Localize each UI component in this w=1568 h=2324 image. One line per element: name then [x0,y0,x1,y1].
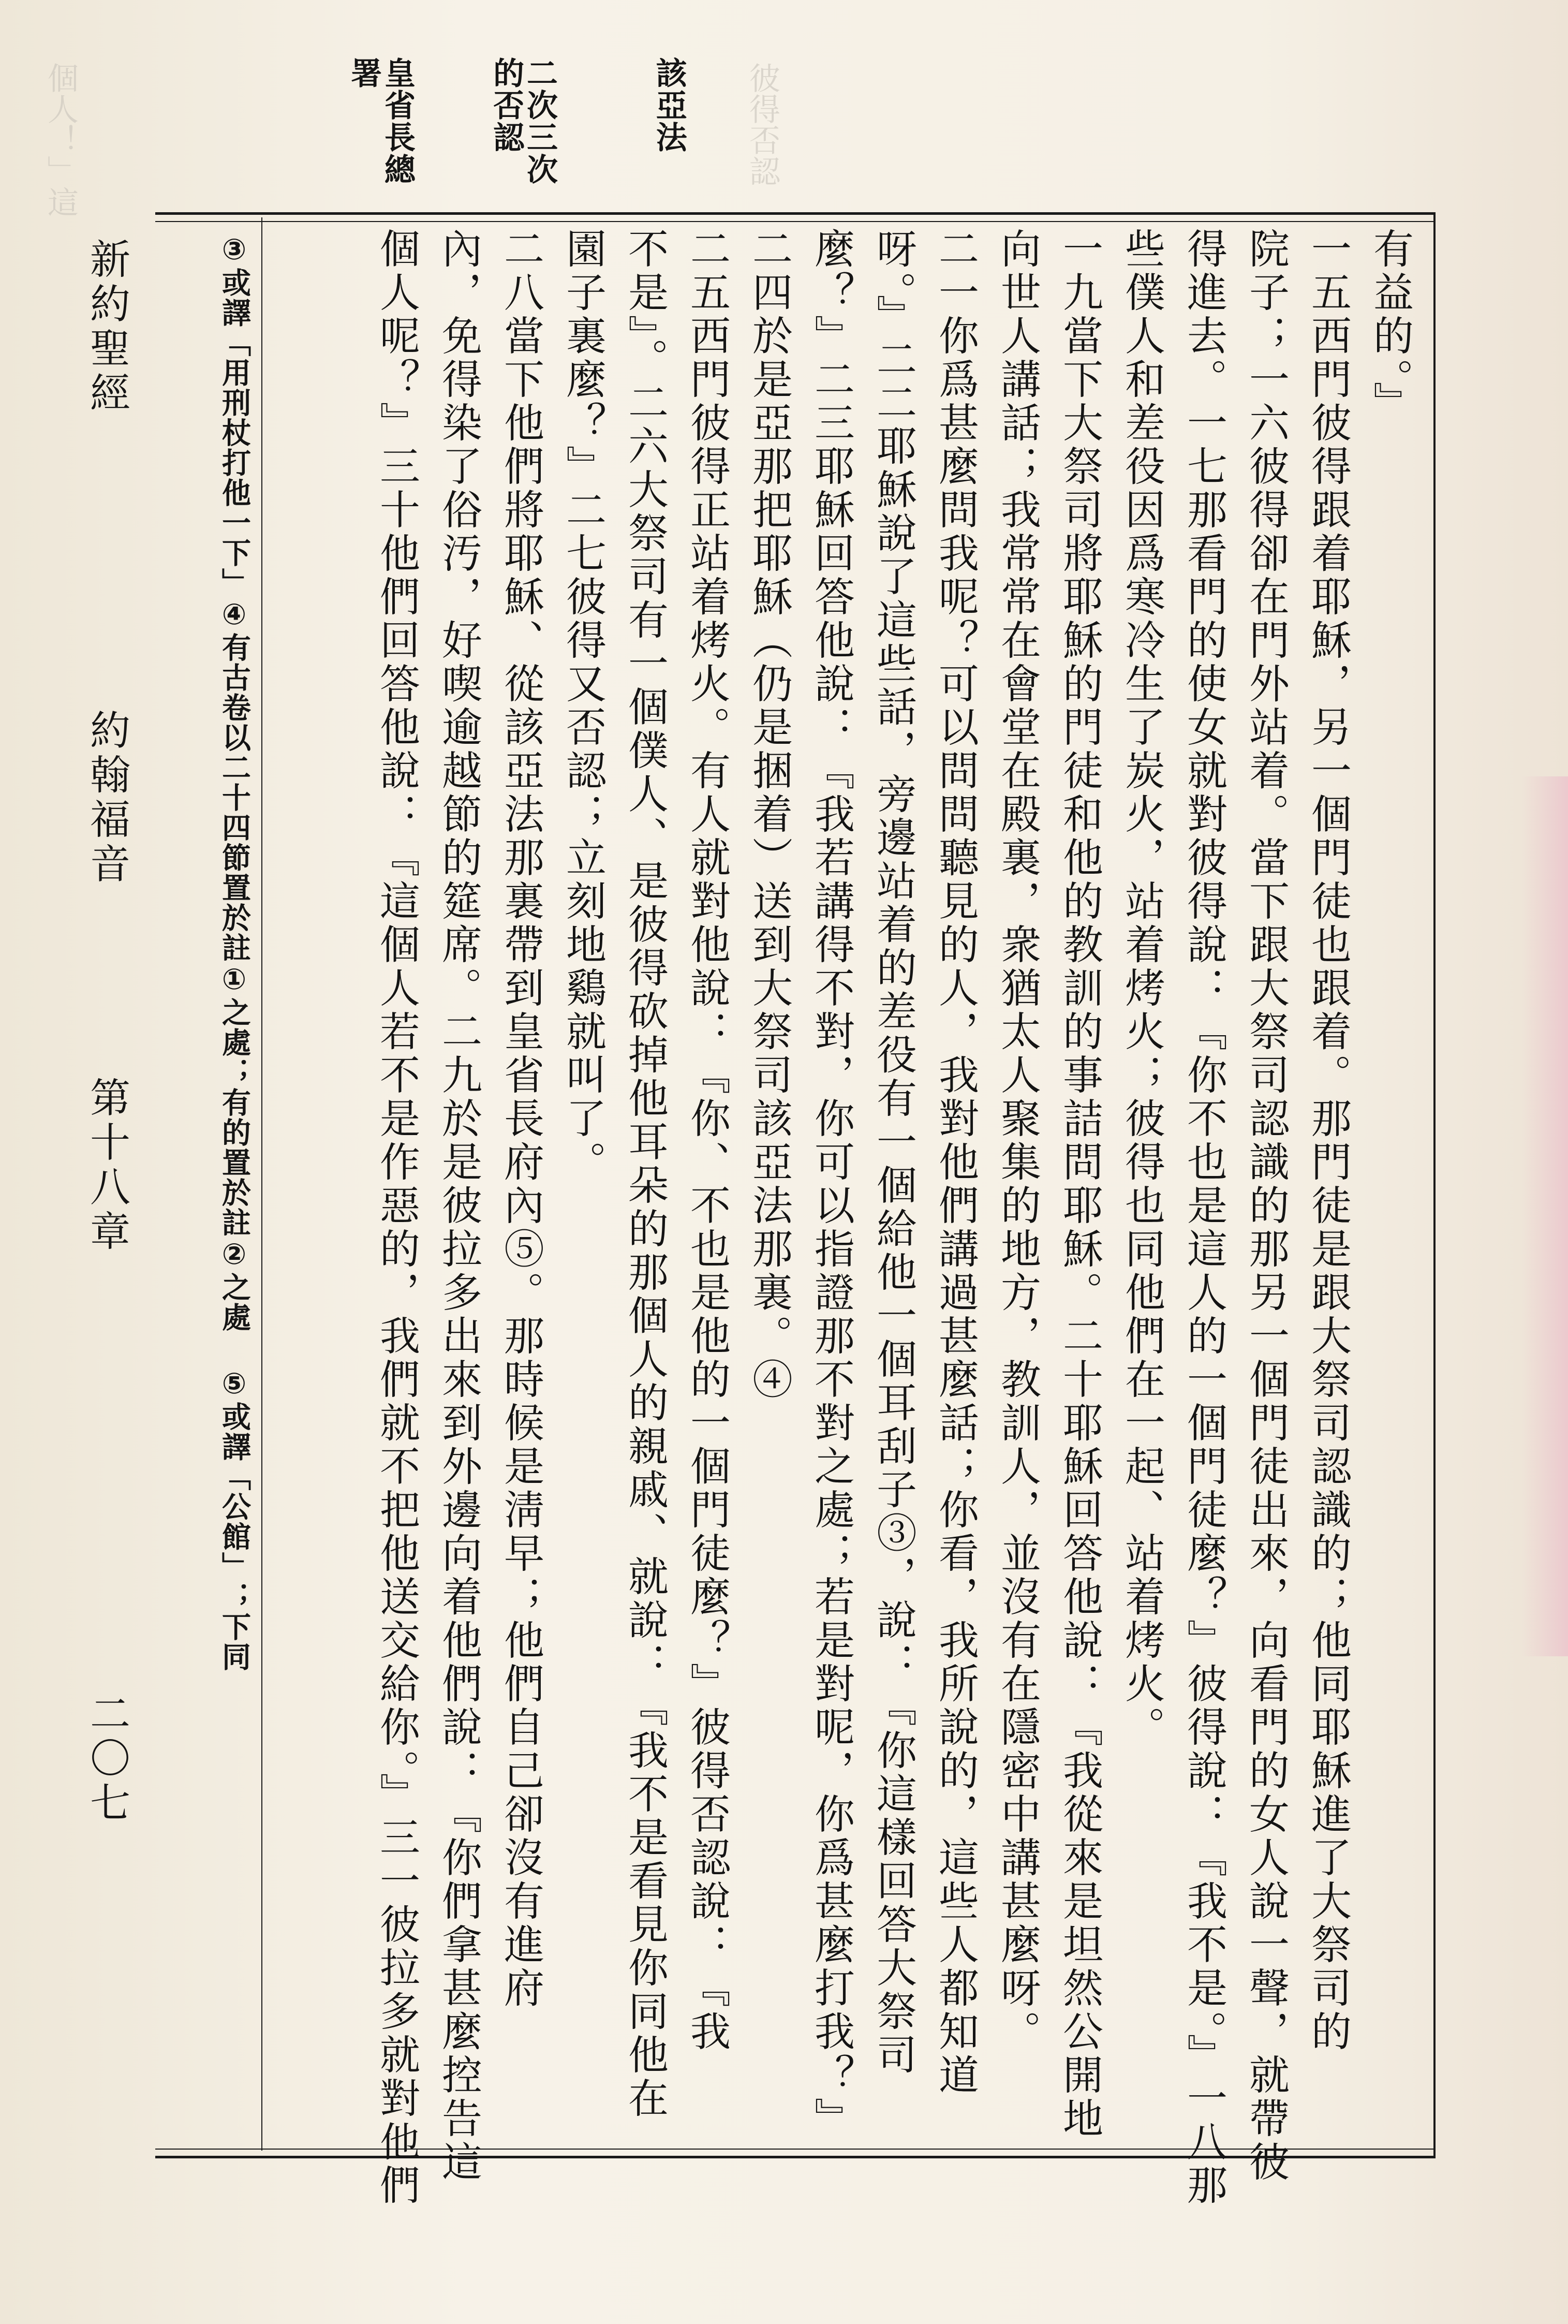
verse-line: 二五西門彼得正站着烤火。有人就對他說：『你、不也是他的一個門徒麼？』彼得否認說：『我 [684,228,730,2054]
verse-line: 內，免得染了俗汚，好喫逾越節的筵席。二九於是彼拉多出來到外邊向着他們說：『你們拿甚麼控告這 [435,228,482,2184]
page-number: 二〇七 [83,1693,130,1826]
verse-line: 院子；一六彼得卻在門外站着。當下跟大祭司認識的那另一個門徒出來，向看門的女人說一聲，就帶彼 [1242,228,1289,2184]
header-chapter: 第十八章 [83,1077,130,1255]
footnote-divider [261,217,262,2151]
verse-line: 些僕人和差役因爲寒冷生了炭火，站着烤火；彼得也同他們在一起、站着烤火。 [1118,228,1165,1749]
header-gospel-title: 約翰福音 [83,709,130,887]
verse-line: 不是』。二六大祭司有一個僕人、是彼得砍掉他耳朵的那個人的親戚、就說：『我不是看見你同他在 [622,228,668,2121]
verse-line: 二八當下他們將耶穌、從該亞法那裏帶到皇省長府內⑤。那時候是淸早；他們自己卻沒有進府 [497,228,544,2010]
verse-line: 麼？』二三耶穌回答他說：『我若講得不對，你可以指證那不對之處；若是對呢，你爲甚麼打我？』 [808,228,854,2141]
bleed-text: 個人！」這 [42,62,79,217]
verse-line: 二一你爲甚麼問我呢？可以問問聽見的人，我對他們講過甚麼話；你看，我所說的，這些人都知道 [932,228,979,2097]
verse-line: 一五西門彼得跟着耶穌，另一個門徒也跟着。那門徒是跟大祭司認識的；他同耶穌進了大祭司的 [1305,228,1351,2054]
verse-line: 二四於是亞那把耶穌（仍是捆着）送到大祭司該亞法那裏。④ [746,228,792,1402]
verse-line: 園子裏麼？』二七彼得又否認；立刻地鷄就叫了。 [559,228,606,1184]
margin-note-governor: 皇省長總 署 [346,57,416,185]
verse-line: 有益的。』 [1367,228,1413,425]
verse-line: 個人呢？』三十他們回答他說：『這個人若不是作惡的，我們就不把他送交給你。』三一彼拉多就對他們 [373,228,420,2208]
verse-line: 向世人講話；我常常在會堂在殿裏，衆猶太人聚集的地方，教訓人，並沒有在隱密中講甚麼呀。 [994,228,1041,2054]
footnotes: ③或譯「用刑杖打他一下」④有古卷以二十四節置於註①之處；有的置於註②之處 ⑤或譯「公館」；下同 [217,233,251,1672]
header-book-title: 新約聖經 [83,238,130,416]
bleed-text: 彼得否認 [744,62,780,186]
margin-note-caiaphas: 該亞法 [650,57,687,153]
verse-line: 一九當下大祭司將耶穌的門徒和他的教訓的事詰問耶穌。二十耶穌回答他說：『我從來是坦然公開地 [1056,228,1103,2141]
page-edge-stain [1521,776,1568,1656]
margin-note-denial: 二次三次 的否認 [488,57,558,185]
verse-line: 得進去。一七那看門的使女就對彼得說：『你不也是這人的一個門徒麼？』彼得說：『我不是。』一八那 [1180,228,1227,2208]
verse-line: 呀。』二二耶穌說了這些話，旁邊站着的差役有一個給他一個耳刮子③，說：『你這樣回答大祭司 [870,228,916,2077]
